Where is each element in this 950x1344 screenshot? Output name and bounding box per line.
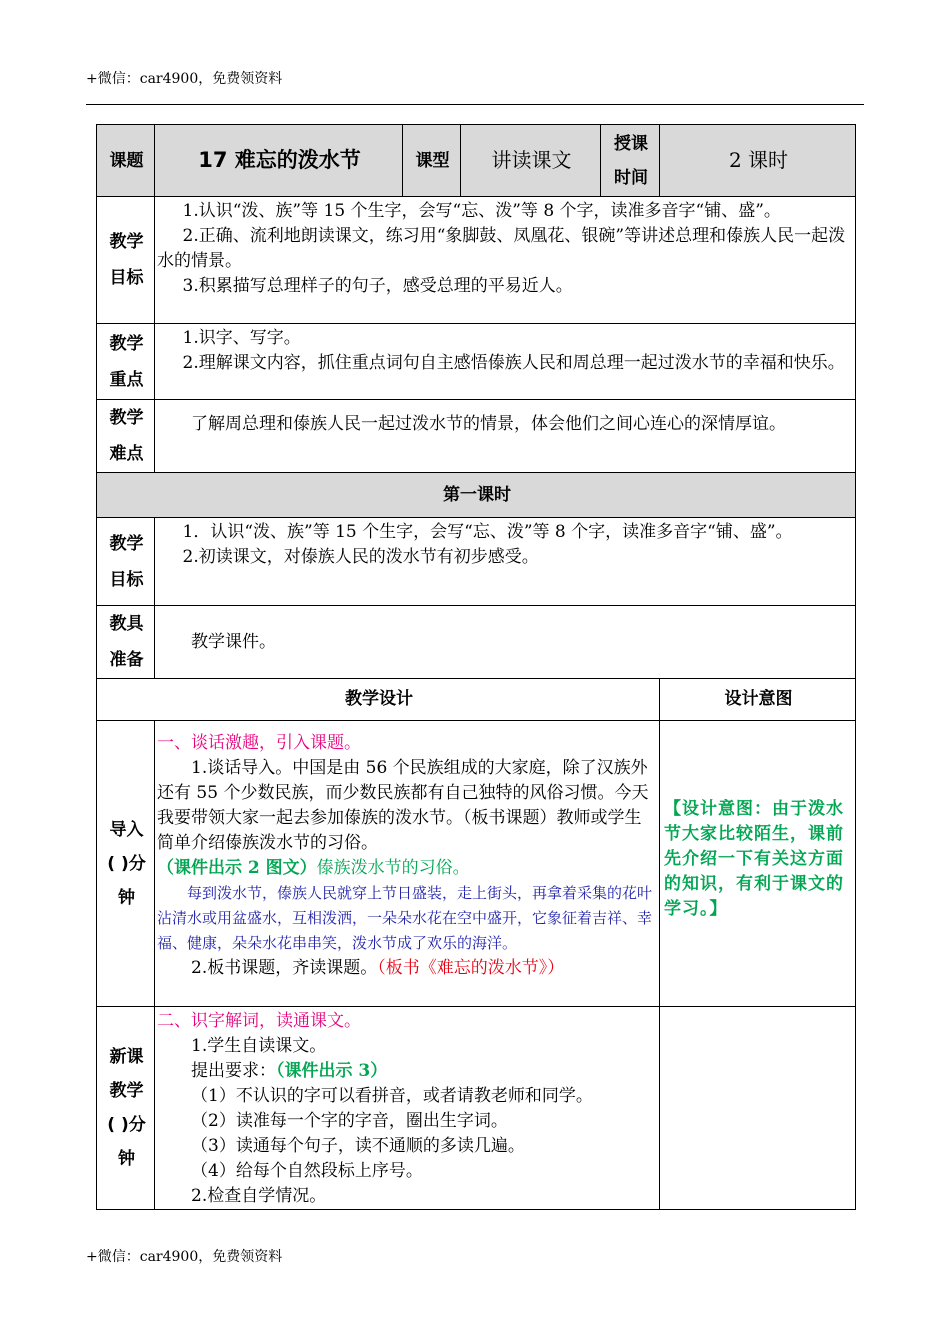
type-value: 讲读课文 xyxy=(461,125,601,197)
intro-paragraph: 1.谈话导入。中国是由 56 个民族组成的大家庭，除了汉族外还有 55 个少数民族，而少数民族都有自己独特的风俗习惯。今天我要带领大家一起去参加傣族的泼水节。（板书课题）教师或学生简单介绍傣族泼水节的习俗。 xyxy=(157,758,649,853)
newlesson-heading: 二、识字解词，读通课文。 xyxy=(157,1011,361,1031)
newlesson-line: （2）读准每一个字的字音，圈出生字词。 xyxy=(191,1111,508,1131)
difficulty-text: 了解周总理和傣族人民一起过泼水节的情景，体会他们之间心连心的深情厚谊。 xyxy=(191,414,786,434)
period-goals-label xyxy=(97,518,155,606)
newlesson-row xyxy=(97,1007,856,1210)
page-footer: +微信：car4900，免费领资料 xyxy=(86,1249,283,1265)
difficulty-row xyxy=(97,400,856,473)
newlesson-intent xyxy=(660,1007,856,1210)
lesson-plan-table xyxy=(96,124,856,1210)
courseware-marker: （课件出示 2 图文） xyxy=(157,858,317,878)
keypoint-line: 2.理解课文内容，抓住重点词句自主感悟傣族人民和周总理一起过泼水节的幸福和快乐。 xyxy=(182,353,845,373)
newlesson-line: 1.学生自读课文。 xyxy=(191,1036,327,1056)
lesson-label: 课题 xyxy=(97,125,155,197)
newlesson-label-line4: 钟 xyxy=(118,1149,135,1169)
goal-line: 1.认识“泼、族”等 15 个生字，会写“忘、泼”等 8 个字，读准多音字“铺、盛”。 xyxy=(182,201,781,221)
period-goals-label-line2: 目标 xyxy=(109,569,144,590)
intro-intent xyxy=(660,721,856,1007)
page-header: +微信：car4900，免费领资料 xyxy=(86,71,283,87)
period-goals-row xyxy=(97,518,856,606)
difficulty-label-line1: 教学 xyxy=(109,408,144,428)
keypoints-content xyxy=(155,324,856,400)
intro-step2 xyxy=(157,956,655,981)
period-goal-line: 2.初读课文，对傣族人民的泼水节有初步感受。 xyxy=(182,547,539,567)
newlesson-line: （3）读通每个句子，读不通顺的多读几遍。 xyxy=(191,1136,525,1156)
intro-quote: 每到泼水节，傣族人民就穿上节日盛装，走上街头，再拿着采集的花叶沾清水或用盆盛水，互相泼洒，一朵朵水花在空中盛开，它象征着吉祥、幸福、健康，朵朵水花串串笑，泼水节成了欢乐的海洋。 xyxy=(157,884,653,952)
goals-label-line2: 目标 xyxy=(109,268,144,288)
tools-label xyxy=(97,606,155,679)
intro-step2-board: （板书《难忘的泼水节》） xyxy=(377,958,565,978)
newlesson-courseware: （课件出示 3） xyxy=(276,1061,388,1081)
tools-row xyxy=(97,606,856,679)
intro-content xyxy=(155,721,660,1007)
period-heading-row xyxy=(97,473,856,518)
keypoints-label-line1: 教学 xyxy=(109,333,144,354)
type-label: 课型 xyxy=(403,125,461,197)
header-row xyxy=(97,125,856,197)
tools-text: 教学课件。 xyxy=(191,632,276,652)
keypoints-label xyxy=(97,324,155,400)
newlesson-line xyxy=(157,1059,659,1084)
newlesson-label-line1: 新课 xyxy=(109,1047,144,1067)
intro-step2-text: 2.板书课题，齐读课题。 xyxy=(191,958,378,978)
header-rule xyxy=(86,104,864,105)
intro-intent-text: 【设计意图：由于泼水节大家比较陌生，课前先介绍一下有关这方面的知识，有利于课文的学习。】 xyxy=(664,799,844,919)
period-goals-label-line1: 教学 xyxy=(109,533,144,554)
intent-col-header: 设计意图 xyxy=(660,679,856,721)
period-goals-content xyxy=(155,518,856,606)
newlesson-content xyxy=(155,1007,660,1210)
difficulty-content xyxy=(155,400,856,473)
time-label-line1: 授课 xyxy=(614,133,648,154)
courseware-tail: 傣族泼水节的习俗。 xyxy=(316,858,470,878)
goal-line: 2.正确、流利地朗读课文，练习用“象脚鼓、凤凰花、银碗”等讲述总理和傣族人民一起泼水的情景。 xyxy=(157,226,846,271)
difficulty-label-line2: 难点 xyxy=(109,444,144,464)
lesson-title: 17 难忘的泼水节 xyxy=(155,125,403,197)
intro-heading: 一、谈话激趣，引入课题。 xyxy=(157,733,361,753)
intro-label-line3: 钟 xyxy=(118,887,135,908)
time-label-line2: 时间 xyxy=(614,167,648,188)
intro-label-line1: 导入 xyxy=(109,819,144,840)
design-col-header: 教学设计 xyxy=(97,679,660,721)
difficulty-label xyxy=(97,400,155,473)
keypoints-label-line2: 重点 xyxy=(109,369,144,390)
goals-label xyxy=(97,197,155,324)
goals-row xyxy=(97,197,856,324)
keypoints-row xyxy=(97,324,856,400)
tools-content xyxy=(155,606,856,679)
newlesson-line: 2.检查自学情况。 xyxy=(191,1186,327,1206)
newlesson-label xyxy=(97,1007,155,1210)
design-header-row xyxy=(97,679,856,721)
period-goal-line: 1．认识“泼、族”等 15 个生字，会写“忘、泼”等 8 个字，读准多音字“铺、盛”。 xyxy=(182,522,793,542)
newlesson-line: （1）不认识的字可以看拼音，或者请教老师和同学。 xyxy=(191,1086,593,1106)
newlesson-label-line3: ( )分 xyxy=(107,1115,146,1135)
keypoint-line: 1.识字、写字。 xyxy=(182,328,301,348)
newlesson-line: （4）给每个自然段标上序号。 xyxy=(191,1161,423,1181)
intro-row xyxy=(97,721,856,1007)
goals-label-line1: 教学 xyxy=(109,232,144,252)
newlesson-label-line2: 教学 xyxy=(109,1081,144,1101)
newlesson-requirements: 提出要求： xyxy=(191,1061,276,1081)
intro-label-line2: ( )分 xyxy=(107,853,146,874)
tools-label-line1: 教具 xyxy=(109,614,144,634)
intro-courseware-line xyxy=(157,856,655,881)
intro-label xyxy=(97,721,155,1007)
goal-line: 3.积累描写总理样子的句子，感受总理的平易近人。 xyxy=(182,276,573,296)
tools-label-line2: 准备 xyxy=(109,650,144,670)
period-heading: 第一课时 xyxy=(97,473,856,518)
time-value: 2 课时 xyxy=(660,125,856,197)
time-label xyxy=(601,125,660,197)
goals-content xyxy=(155,197,856,324)
